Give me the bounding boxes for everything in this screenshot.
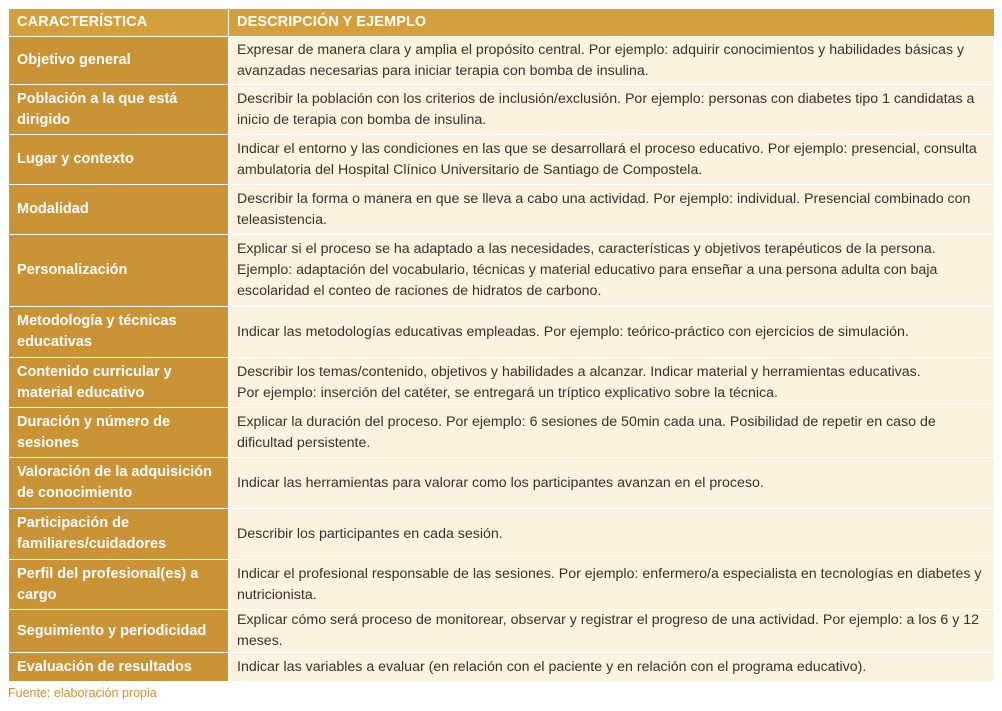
table-row [9, 37, 995, 85]
characteristics-table [8, 8, 995, 682]
row-key: Participación de familiares/cuidadores [9, 509, 229, 560]
table-row [9, 235, 995, 307]
table-row [9, 358, 995, 408]
row-value: Indicar las variables a evaluar (en relación con el paciente y en relación con el programa educativo). [229, 653, 995, 682]
row-value: Describir la forma o manera en que se lleva a cabo una actividad. Por ejemplo: individual. Presencial combinado con teleasistencia. [229, 185, 995, 235]
row-key: Lugar y contexto [9, 135, 229, 185]
table-row [9, 560, 995, 610]
table-row [9, 135, 995, 185]
header-description: DESCRIPCIÓN Y EJEMPLO [229, 9, 995, 37]
row-value [229, 235, 995, 307]
row-value: Describir los participantes en cada sesión. [229, 509, 995, 560]
row-key: Población a la que está dirigido [9, 85, 229, 135]
row-value: Indicar el entorno y las condiciones en las que se desarrollará el proceso educativo. Por ejemplo: presencial, consulta ambulatoria del Hospital Clínico Universitario de Santiago de Compostela. [229, 135, 995, 185]
table-row [9, 458, 995, 509]
row-key: Personalización [9, 235, 229, 307]
row-value: Describir la población con los criterios de inclusión/exclusión. Por ejemplo: personas con diabetes tipo 1 candidatas a inicio de terapia con bomba de insulina. [229, 85, 995, 135]
row-key: Seguimiento y periodicidad [9, 610, 229, 653]
row-key: Valoración de la adquisición de conocimiento [9, 458, 229, 509]
table-row [9, 653, 995, 682]
row-value: Indicar las herramientas para valorar como los participantes avanzan en el proceso. [229, 458, 995, 509]
row-value-line: Describir los temas/contenido, objetivos y habilidades a alcanzar. Indicar material y herramientas educativas. Por ejemplo: inserción del catéter, se entregará un tríptico explicativo sobre la técnica. [237, 363, 921, 401]
table-row [9, 85, 995, 135]
table-row [9, 185, 995, 235]
row-value: Explicar cómo será proceso de monitorear, observar y registrar el progreso de una actividad. Por ejemplo: a los 6 y 12 meses. [229, 610, 995, 653]
source-note: Fuente: elaboración propia [8, 686, 157, 700]
row-value: Indicar el profesional responsable de las sesiones. Por ejemplo: enfermero/a especialista en tecnologías en diabetes y nutricionista. [229, 560, 995, 610]
row-value: Indicar las metodologías educativas empleadas. Por ejemplo: teórico-práctico con ejercicios de simulación. [229, 307, 995, 358]
row-key: Modalidad [9, 185, 229, 235]
table-row [9, 307, 995, 358]
row-value: Explicar la duración del proceso. Por ejemplo: 6 sesiones de 50min cada una. Posibilidad de repetir en caso de dificultad persistente. [229, 408, 995, 458]
header-characteristic: CARACTERÍSTICA [9, 9, 229, 37]
row-key: Contenido curricular y material educativo [9, 358, 229, 408]
table-row [9, 509, 995, 560]
row-value [229, 358, 995, 408]
table-header-row [9, 9, 995, 37]
row-key: Duración y número de sesiones [9, 408, 229, 458]
table-row [9, 408, 995, 458]
row-key: Objetivo general [9, 37, 229, 85]
row-value: Expresar de manera clara y amplia el propósito central. Por ejemplo: adquirir conocimientos y habilidades básicas y avanzadas necesarias para iniciar terapia con bomba de insulina. [229, 37, 995, 85]
row-value-line: Explicar si el proceso se ha adaptado a las necesidades, características y objetivos terapéuticos de la persona. Ejemplo: adaptación del vocabulario, técnicas y material educativo para enseñar a una persona adulta con baja escolaridad el conteo de raciones de hidratos de carbono. [237, 241, 938, 299]
row-key: Perfil del profesional(es) a cargo [9, 560, 229, 610]
table-row [9, 610, 995, 653]
row-key: Metodología y técnicas educativas [9, 307, 229, 358]
row-key: Evaluación de resultados [9, 653, 229, 682]
